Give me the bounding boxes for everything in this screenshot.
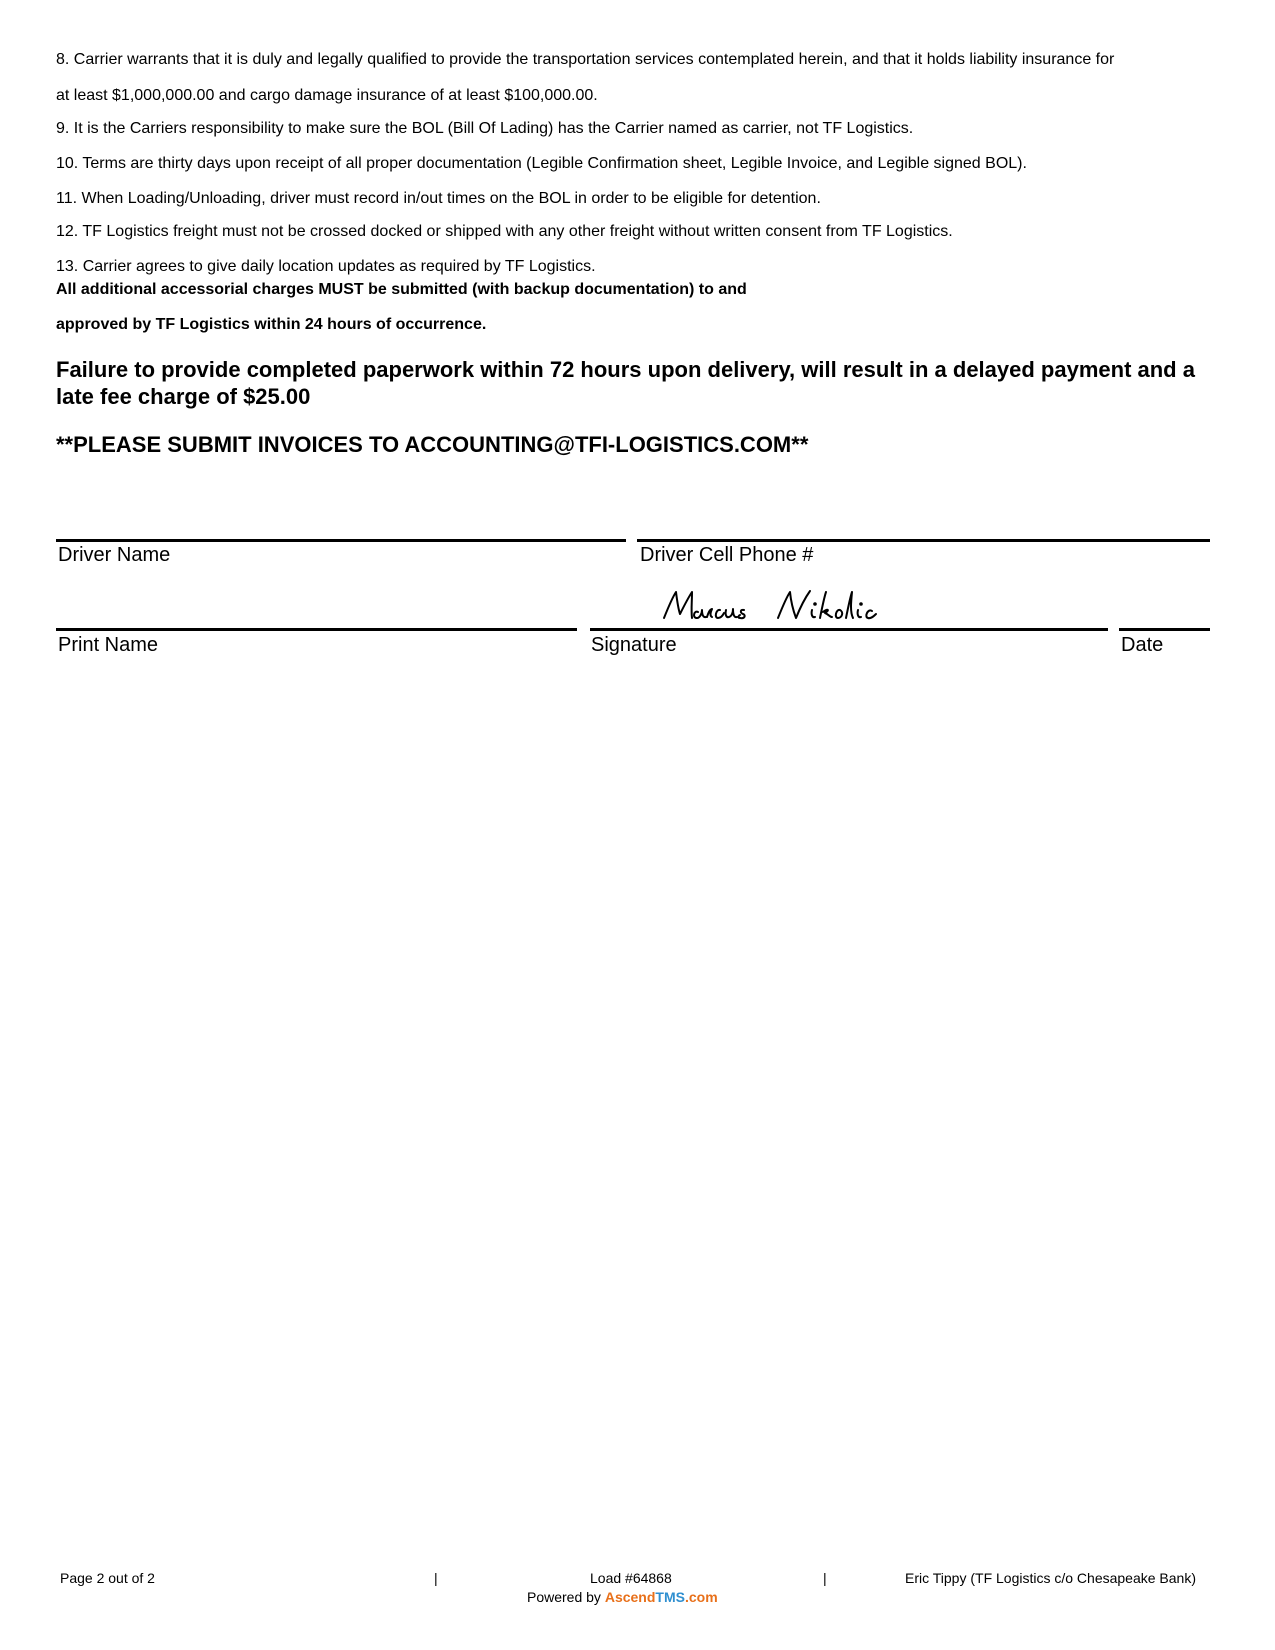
accessorial-notice-line-2: approved by TF Logistics within 24 hours of occurrence. — [56, 316, 487, 333]
brand-tms: TMS — [655, 1589, 685, 1605]
footer-contact: Eric Tippy (TF Logistics c/o Chesapeake Bank) — [905, 1570, 1197, 1586]
term-8-line-2: at least $1,000,000.00 and cargo damage insurance of at least $100,000.00. — [56, 87, 598, 104]
accessorial-notice-line-1: All additional accessorial charges MUST be submitted (with backup documentation) to and — [56, 281, 747, 298]
footer-powered-by — [527, 1588, 718, 1606]
date-label: Date — [1121, 634, 1164, 656]
term-8-line-1: 8. Carrier warrants that it is duly and legally qualified to provide the transportation services contemplated herein, and that it holds liability insurance for — [56, 51, 1115, 68]
term-13: 13. Carrier agrees to give daily location updates as required by TF Logistics. — [56, 258, 596, 275]
late-fee-notice: Failure to provide completed paperwork within 72 hours upon delivery, will result in a delayed payment and a late fee charge of $25.00 — [56, 357, 1195, 409]
brand-com: .com — [684, 1589, 718, 1605]
driver-name-label: Driver Name — [58, 544, 171, 566]
term-9: 9. It is the Carriers responsibility to make sure the BOL (Bill Of Lading) has the Carrier named as carrier, not TF Logistics. — [56, 120, 914, 137]
signature-label: Signature — [591, 634, 677, 656]
brand-ascend: Ascend — [604, 1589, 656, 1605]
driver-phone-line — [637, 539, 1210, 542]
signature-line — [590, 628, 1108, 631]
handwritten-signature — [660, 588, 910, 633]
driver-name-line — [56, 539, 626, 542]
footer-separator-left: | — [434, 1570, 438, 1586]
powered-by-label: Powered by — [527, 1589, 601, 1605]
date-line — [1119, 628, 1210, 631]
print-name-label: Print Name — [58, 634, 159, 656]
submit-invoices-notice: **PLEASE SUBMIT INVOICES TO ACCOUNTING@TFI-LOGISTICS.COM** — [56, 432, 809, 457]
term-10: 10. Terms are thirty days upon receipt of all proper documentation (Legible Confirmation sheet, Legible Invoice, and Legible signed BOL). — [56, 155, 1027, 172]
term-11: 11. When Loading/Unloading, driver must record in/out times on the BOL in order to be eligible for detention. — [56, 190, 821, 207]
footer-load-number: Load #64868 — [590, 1570, 672, 1586]
footer-page-number: Page 2 out of 2 — [60, 1570, 155, 1586]
term-12: 12. TF Logistics freight must not be crossed docked or shipped with any other freight without written consent from TF Logistics. — [56, 223, 953, 240]
print-name-line — [56, 628, 577, 631]
driver-phone-label: Driver Cell Phone # — [640, 544, 814, 566]
footer-separator-right: | — [823, 1570, 827, 1586]
